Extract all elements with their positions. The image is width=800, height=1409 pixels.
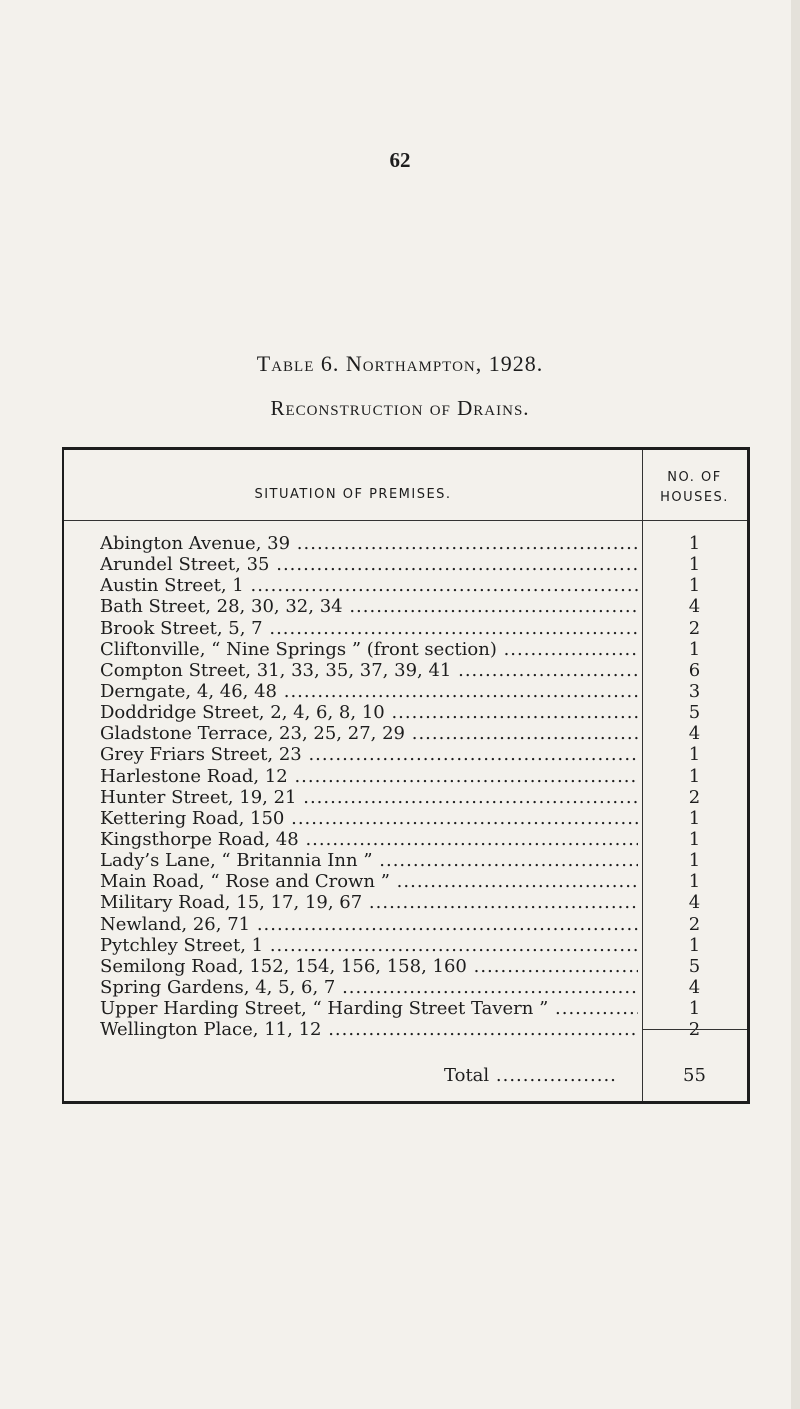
- row-houses: 6: [688, 659, 701, 681]
- row-houses: 1: [688, 828, 701, 850]
- row-houses: 1: [688, 850, 701, 872]
- row-situation: Lady’s Lane, “ Britannia Inn ” .....: [100, 850, 638, 871]
- row-houses: 1: [688, 744, 701, 766]
- drains-table: [62, 447, 750, 1104]
- table-subtitle: Reconstruction of Drains.: [270, 396, 530, 420]
- row-situation: Kettering Road, 150 .....: [100, 808, 638, 829]
- row-situation: Semilong Road, 152, 154, 156, 158, 160 .....: [100, 956, 638, 977]
- row-houses: 4: [688, 596, 701, 618]
- table-row: [64, 808, 747, 829]
- row-situation: Main Road, “ Rose and Crown ” .....: [100, 871, 638, 892]
- row-situation: Compton Street, 31, 33, 35, 37, 39, 41 .....: [100, 660, 638, 681]
- total-rule: [642, 1029, 747, 1030]
- row-houses: 4: [688, 723, 701, 745]
- row-houses: 1: [688, 554, 701, 576]
- header-situation: SITUATION OF PREMISES.: [254, 487, 452, 502]
- table-row: [64, 850, 747, 871]
- row-houses: 4: [688, 976, 701, 998]
- table-row: [64, 723, 747, 744]
- row-houses: 1: [688, 765, 701, 787]
- table-row: [64, 766, 747, 787]
- row-situation: Hunter Street, 19, 21 .....: [100, 787, 638, 808]
- row-houses: 1: [688, 807, 701, 829]
- row-houses: 1: [688, 533, 701, 554]
- row-houses: 2: [688, 617, 701, 639]
- total-label: Total .....: [444, 1065, 638, 1086]
- row-houses: 2: [688, 786, 701, 808]
- row-situation: Military Road, 15, 17, 19, 67 .....: [100, 892, 638, 913]
- table-row: [64, 660, 747, 681]
- row-houses: 5: [688, 955, 701, 977]
- table-row: [64, 998, 747, 1019]
- row-situation: Grey Friars Street, 23 .....: [100, 744, 638, 765]
- row-situation: Wellington Place, 11, 12 .....: [100, 1019, 638, 1040]
- header-rule: [64, 520, 747, 521]
- table-row: [64, 744, 747, 765]
- header-houses-line1: NO. OF: [667, 470, 722, 485]
- header-houses: [643, 468, 746, 508]
- header-houses-line2: HOUSES.: [660, 490, 729, 505]
- row-situation: Derngate, 4, 46, 48 .....: [100, 681, 638, 702]
- row-situation: Kingsthorpe Road, 48 .....: [100, 829, 638, 850]
- row-situation: Newland, 26, 71 .....: [100, 914, 638, 935]
- row-houses: 2: [688, 1019, 701, 1041]
- row-houses: 1: [688, 871, 701, 893]
- row-situation: Cliftonville, “ Nine Springs ” (front section) .....: [100, 639, 638, 660]
- row-situation: Bath Street, 28, 30, 32, 34 .....: [100, 596, 638, 617]
- row-houses: 4: [688, 892, 701, 914]
- table-row: [64, 702, 747, 723]
- row-situation: Spring Gardens, 4, 5, 6, 7 .....: [100, 977, 638, 998]
- row-houses: 1: [688, 575, 701, 597]
- total-value: 55: [683, 1065, 706, 1086]
- table-row: [64, 977, 747, 998]
- page-edge: [791, 0, 800, 1409]
- table-row: [64, 681, 747, 702]
- row-houses: 3: [688, 680, 701, 702]
- table-row: [64, 892, 747, 913]
- table-row: [64, 914, 747, 935]
- row-houses: 1: [688, 638, 701, 660]
- table-row: [64, 956, 747, 977]
- row-houses: 2: [688, 913, 701, 935]
- row-situation: Abington Avenue, 39 .....: [100, 533, 638, 554]
- table-row: [64, 829, 747, 850]
- row-houses: 1: [688, 998, 701, 1020]
- table-row: [64, 787, 747, 808]
- table-row: [64, 871, 747, 892]
- table-row: [64, 575, 747, 596]
- table-row: [64, 533, 747, 554]
- page-number: 62: [389, 148, 411, 172]
- row-situation: Gladstone Terrace, 23, 25, 27, 29 .....: [100, 723, 638, 744]
- row-situation: Arundel Street, 35 .....: [100, 554, 638, 575]
- table-row: [64, 554, 747, 575]
- row-situation: Austin Street, 1 .....: [100, 575, 638, 596]
- row-houses: 1: [688, 934, 701, 956]
- row-situation: Doddridge Street, 2, 4, 6, 8, 10 .....: [100, 702, 638, 723]
- table-row: [64, 935, 747, 956]
- row-situation: Pytchley Street, 1 .....: [100, 935, 638, 956]
- row-situation: Upper Harding Street, “ Harding Street Tavern ” .....: [100, 998, 638, 1019]
- table-body: [64, 533, 747, 1040]
- row-houses: 5: [688, 702, 701, 724]
- row-situation: Brook Street, 5, 7 .....: [100, 618, 638, 639]
- row-situation: Harlestone Road, 12 .....: [100, 766, 638, 787]
- table-title: Table 6. Northampton, 1928.: [256, 351, 544, 376]
- table-row: [64, 596, 747, 617]
- table-row: [64, 639, 747, 660]
- table-row: [64, 618, 747, 639]
